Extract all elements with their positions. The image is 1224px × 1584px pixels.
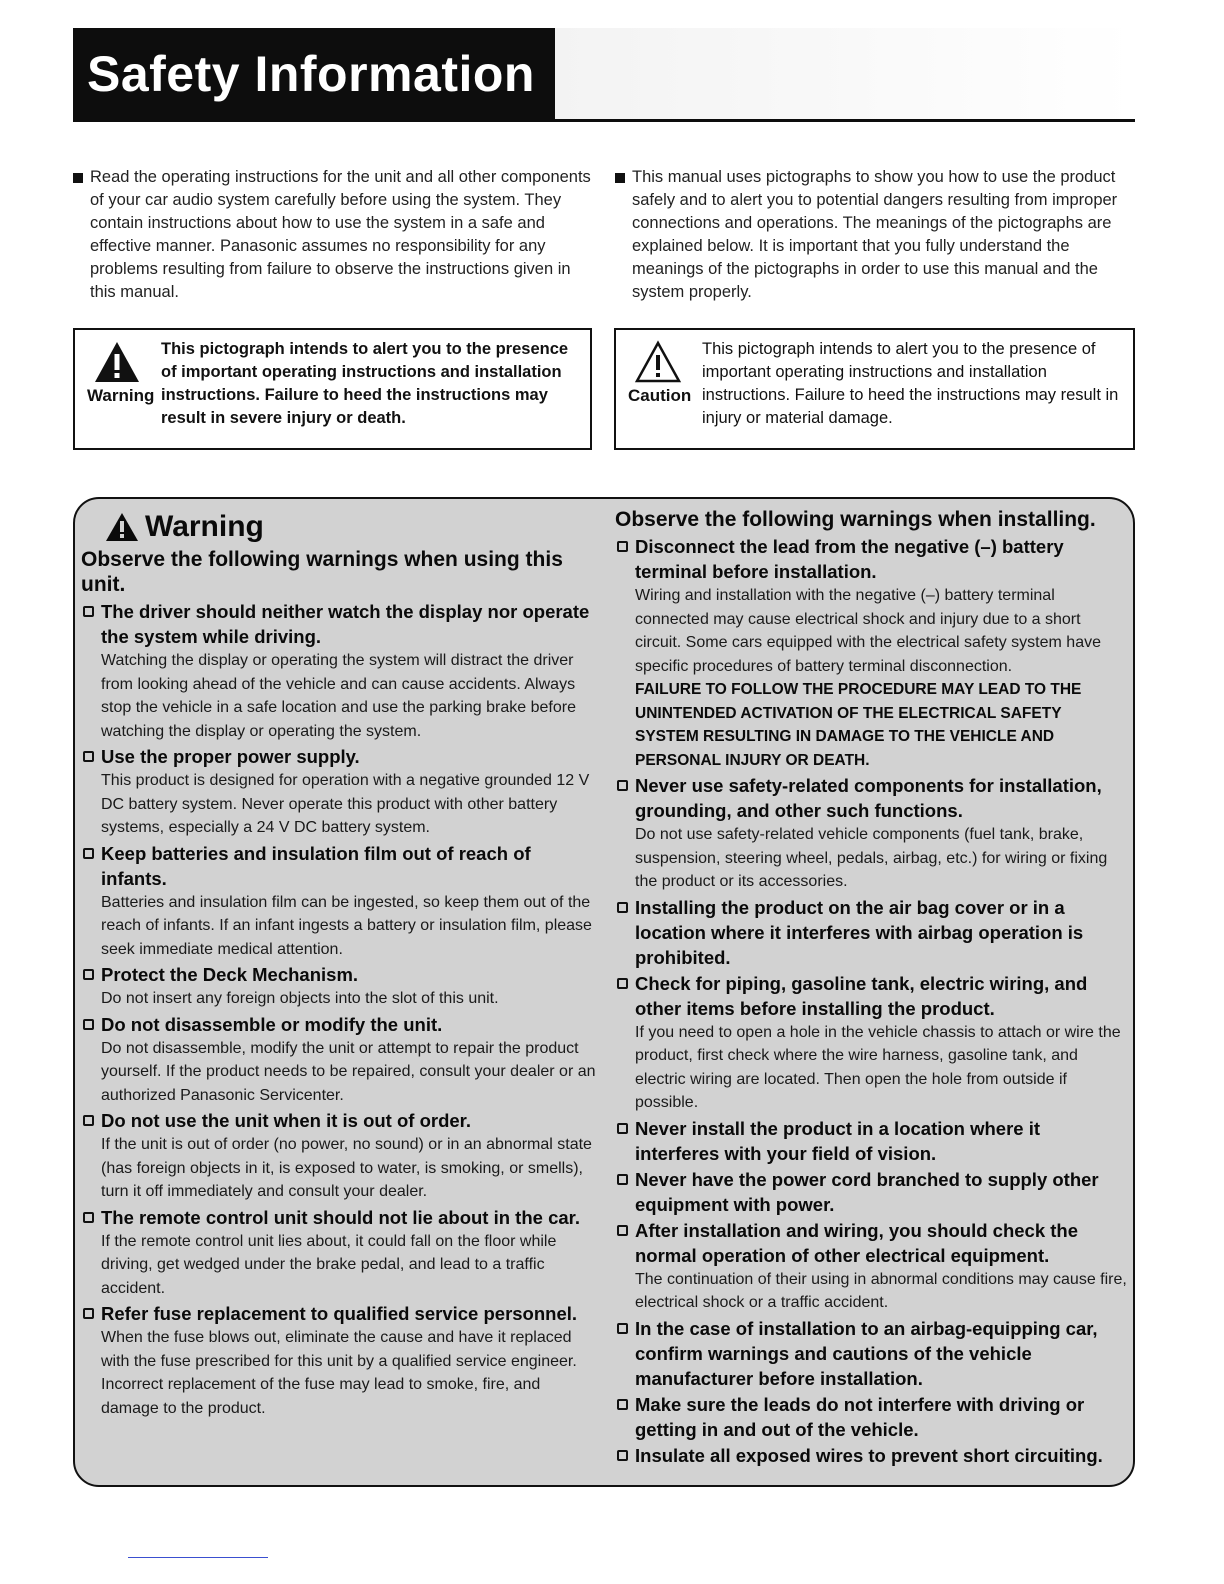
warning-item-heading-text: In the case of installation to an airbag-equipping car, confirm warnings and cautions of the vehicle manufacturer before installation. (635, 1317, 1098, 1389)
warning-item-body: When the fuse blows out, eliminate the cause and have it replaced with the fuse prescribed for this unit by a qualified service engineer. Incorrect replacement of the fuse may lead to smoke, fire, and damage to the product. (101, 1329, 577, 1417)
warning-item-body: Batteries and insulation film can be ingested, so keep them out of the reach of infants. If an infant ingests a battery or insulation film, please seek immediate medical attention. (101, 893, 592, 958)
warning-item (615, 1167, 1127, 1217)
warning-item-heading-text: Installing the product on the air bag cover or in a location where it interferes with airbag operation is prohibited. (635, 896, 1084, 968)
warning-item (615, 1392, 1127, 1442)
warning-item-heading (615, 1218, 1127, 1268)
warning-item-heading (615, 971, 1127, 1021)
checkbox-bullet-icon (617, 902, 628, 913)
warning-item-heading-text: Refer fuse replacement to qualified service personnel. (101, 1303, 578, 1324)
caution-pictograph-box (614, 328, 1135, 450)
warning-pictograph (87, 340, 155, 406)
footer-line (128, 1557, 268, 1558)
warning-item-body: Do not insert any foreign objects into the slot of this unit. (101, 990, 499, 1007)
warning-item-heading-text: Do not use the unit when it is out of order. (101, 1110, 471, 1131)
warnings-panel (73, 497, 1135, 1487)
warning-item-heading-text: Never use safety-related components for installation, grounding, and other such functions. (635, 775, 1102, 821)
warning-item-heading-text: Never install the product in a location where it interferes with your field of vision. (635, 1117, 1041, 1164)
installation-warning-list (615, 534, 1127, 1468)
checkbox-bullet-icon (617, 780, 628, 791)
warning-item-heading (81, 1012, 599, 1037)
warning-item-body: If the unit is out of order (no power, no sound) or in an abnormal state (has foreign objects in it, is exposed to water, is smoking, or smells), turn it off immediately and consult your dealer. (101, 1136, 592, 1200)
warning-item-heading-text: Keep batteries and insulation film out of reach of infants. (101, 842, 531, 889)
warning-item-heading-text: Protect the Deck Mechanism. (101, 964, 359, 985)
intro-paragraph-left (90, 166, 600, 304)
warning-item-body: Do not use safety-related vehicle components (fuel tank, brake, suspension, steering wheel, pedals, airbag, etc.) for wiring or fixing the product or its accessories. (635, 826, 1108, 890)
warning-triangle-icon (93, 340, 141, 384)
checkbox-bullet-icon (83, 969, 94, 980)
warning-item-heading (81, 599, 599, 649)
warning-item-heading (81, 1108, 599, 1133)
warning-item (615, 534, 1127, 772)
warning-item-heading-text: Make sure the leads do not interfere with driving or getting in and out of the vehicle. (635, 1393, 1085, 1440)
intro-text-left: Read the operating instructions for the unit and all other components of your car audio system carefully before using the system. They contain instructions about how to use the system in a safe and effective manner. Panasonic assumes no responsibility for any problems resulting from failure to observe the instructions given in this manual. (90, 168, 591, 301)
warning-item-body: If the remote control unit lies about, it could fall on the floor while driving, get wedged under the brake pedal, and lead to a traffic accident. (101, 1232, 557, 1297)
warning-item-heading (615, 1392, 1127, 1442)
warning-item-heading (81, 1301, 599, 1326)
warning-item-heading (615, 534, 1127, 584)
checkbox-bullet-icon (83, 1308, 94, 1319)
warnings-heading (105, 507, 599, 547)
warning-item-heading-text: Insulate all exposed wires to prevent short circuiting. (635, 1444, 1103, 1466)
warning-item-heading (81, 1205, 599, 1230)
bullet-square-icon (73, 173, 83, 183)
section-heading-installation: Observe the following warnings when installing. (615, 508, 1096, 531)
warning-item-heading-text: The remote control unit should not lie about in the car. (101, 1206, 580, 1228)
warning-item-heading (81, 962, 599, 987)
intro-text-right: This manual uses pictographs to show you how to use the product safely and to alert you to potential dangers resulting from improper connections and operations. The meanings of the pictographs are explained below. It is important that you fully understand the meanings of the pictographs in order to use this manual and the system properly. (632, 168, 1118, 301)
warning-item-heading (615, 1167, 1127, 1217)
warning-item-emphasis: FAILURE TO FOLLOW THE PROCEDURE MAY LEAD TO THE UNINTENDED ACTIVATION OF THE ELECTRICAL SAFETY SYSTEM RESULTING IN DAMAGE TO THE VEHICLE AND PERSONAL INJURY OR DEATH. (635, 681, 1082, 769)
title-rule (73, 119, 1135, 122)
warning-item-heading (615, 773, 1127, 823)
warning-item-heading-text: The driver should neither watch the display nor operate the system while driving. (101, 601, 590, 647)
warning-item-heading (81, 744, 599, 769)
checkbox-bullet-icon (83, 1019, 94, 1030)
page-title: Safety Information (73, 28, 555, 121)
warnings-heading-text: Warning (145, 510, 264, 543)
warning-item-heading (81, 841, 599, 891)
warning-item-body: Do not disassemble, modify the unit or attempt to repair the product yourself. If the product needs to be repaired, consult your dealer or an authorized Panasonic Servicenter. (101, 1039, 596, 1104)
checkbox-bullet-icon (83, 1212, 94, 1223)
warning-item-body: If you need to open a hole in the vehicle chassis to attach or wire the product, first check where the wire harness, gasoline tank, and electric wiring are located. Then open the hole from outside if possible. (635, 1023, 1121, 1111)
warning-item (615, 971, 1127, 1115)
checkbox-bullet-icon (83, 848, 94, 859)
warning-item (81, 1205, 599, 1301)
checkbox-bullet-icon (617, 1174, 628, 1185)
checkbox-bullet-icon (83, 606, 94, 617)
bullet-square-icon (615, 173, 625, 183)
warning-label: Warning (87, 386, 155, 405)
warning-triangle-icon (105, 512, 139, 542)
warning-item-body: Watching the display or operating the system will distract the driver from looking ahead of the vehicle and can cause accidents. Always stop the vehicle in a safe location and use the parking brake before watching the display or operating the system. (101, 652, 576, 740)
warnings-column-usage (81, 507, 599, 1421)
checkbox-bullet-icon (617, 541, 628, 552)
warning-item (81, 962, 599, 1011)
checkbox-bullet-icon (617, 1450, 628, 1461)
warning-item (615, 773, 1127, 894)
warning-item (615, 1218, 1127, 1315)
warning-item-heading-text: Check for piping, gasoline tank, electric wiring, and other items before installing the product. (635, 972, 1088, 1019)
title-shade (555, 28, 1135, 119)
section-heading-usage: Observe the following warnings when using this unit. (81, 548, 563, 596)
warning-item (615, 1116, 1127, 1166)
warning-item (81, 841, 599, 962)
warning-item (81, 1012, 599, 1108)
warning-item (81, 599, 599, 743)
warning-item (615, 1443, 1127, 1468)
checkbox-bullet-icon (617, 1123, 628, 1134)
warning-item-heading-text: Do not disassemble or modify the unit. (101, 1013, 443, 1035)
warning-item (81, 1301, 599, 1420)
caution-pictograph (628, 340, 692, 406)
checkbox-bullet-icon (617, 978, 628, 989)
warning-item-body: Wiring and installation with the negative (–) battery terminal connected may cause electrical shock and injury due to a short circuit. Some cars equipped with the electrical safety system have specific procedures of battery terminal disconnection. (635, 587, 1101, 675)
warning-item-heading (615, 895, 1127, 970)
checkbox-bullet-icon (83, 1115, 94, 1126)
warning-item-heading (615, 1443, 1127, 1468)
caution-triangle-icon (634, 340, 682, 384)
warning-item-body: The continuation of their using in abnormal conditions may cause fire, electrical shock or a traffic accident. (635, 1270, 1127, 1311)
warning-item (81, 1108, 599, 1204)
warning-item (81, 744, 599, 840)
caution-label: Caution (628, 386, 692, 405)
warning-item-heading (615, 1116, 1127, 1166)
usage-warning-list (81, 599, 599, 1420)
warning-description: This pictograph intends to alert you to the presence of important operating instructions and installation instructions. Failure to heed the instructions may result in severe injury or death. (161, 340, 569, 427)
warning-item-heading-text: Never have the power cord branched to supply other equipment with power. (635, 1168, 1099, 1215)
warning-item-heading (615, 1316, 1127, 1391)
checkbox-bullet-icon (617, 1225, 628, 1236)
warning-item-heading-text: Use the proper power supply. (101, 746, 360, 767)
warning-item-heading-text: After installation and wiring, you should check the normal operation of other electrical equipment. (635, 1219, 1079, 1266)
checkbox-bullet-icon (617, 1323, 628, 1334)
intro-paragraph-right (632, 166, 1142, 304)
warning-item (615, 895, 1127, 970)
warnings-column-installation (615, 507, 1127, 1469)
warning-pictograph-box (73, 328, 592, 450)
checkbox-bullet-icon (83, 751, 94, 762)
checkbox-bullet-icon (617, 1399, 628, 1410)
warning-item-body: This product is designed for operation with a negative grounded 12 V DC battery system. Never operate this product with other battery systems, especially a 24 V DC battery system. (101, 772, 590, 836)
caution-description: This pictograph intends to alert you to the presence of important operating instructions and installation instructions. Failure to heed the instructions may result in injury or material damage. (702, 340, 1119, 427)
warning-item (615, 1316, 1127, 1391)
warning-item-heading-text: Disconnect the lead from the negative (–) battery terminal before installation. (635, 536, 1064, 582)
